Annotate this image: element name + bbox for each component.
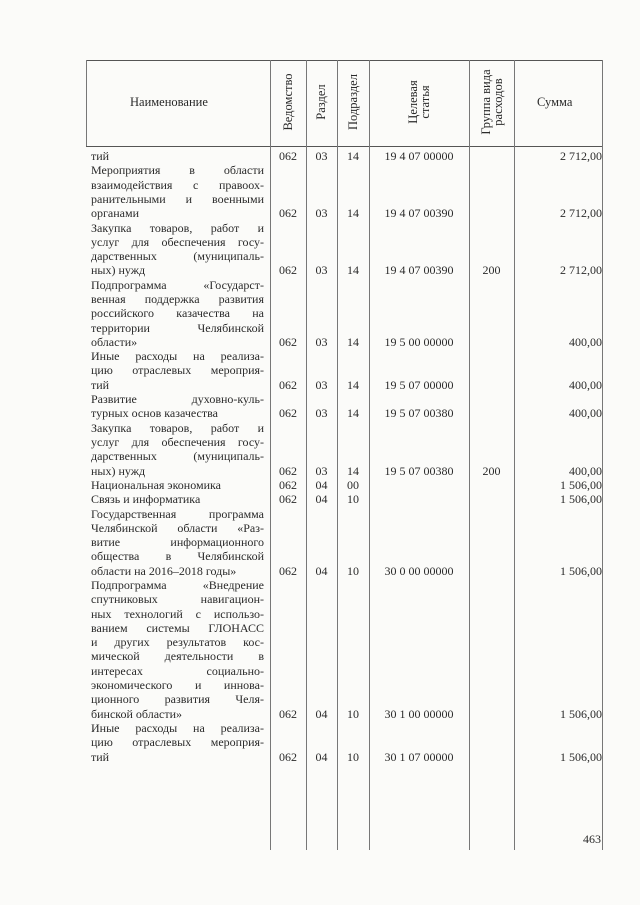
row-razdel: 03 [315,149,328,163]
row-podrazdel: 14 [347,206,359,221]
row-name [91,578,264,721]
row-celevaya-statya: 30 1 07 00000 [384,749,454,764]
row-name-line: области» [91,334,138,349]
row-summa: 2 712,00 [560,263,602,278]
header-gruppa-vida: Группа вида расходов [479,69,505,135]
row-name-line: дарственных (муниципаль- [91,249,264,264]
row-name [91,721,264,764]
row-name [91,149,264,163]
row-name-line: ных) нужд [91,263,146,278]
row-name-line: общества в Челябинской [91,549,264,564]
row-razdel: 03 [315,263,328,278]
row-razdel: 04 [315,706,328,721]
row-razdel: 03 [315,334,328,349]
row-vedomstvo: 062 [279,463,297,478]
row-name-line: Подпрограмма «Внедрение [91,578,264,592]
row-name-line: Государственная программа [91,506,264,521]
row-name [91,163,264,220]
row-name-line: дарственных (муниципаль- [91,449,264,464]
header-summa: Сумма [537,95,573,109]
row-name-line: витие информационного [91,535,264,550]
row-celevaya-statya: 30 1 00 00000 [384,706,454,721]
row-razdel: 03 [315,463,328,478]
row-summa: 1 506,00 [560,706,602,721]
row-name-line: бинской области» [91,706,183,721]
row-name-line: Челябинской области «Раз- [91,520,264,535]
row-celevaya-statya: 19 5 07 00000 [384,377,454,392]
row-name-line: цию отраслевых мероприя- [91,363,264,378]
row-summa: 400,00 [569,377,602,392]
row-name [91,392,264,421]
row-name-line: Закупка товаров, работ и [91,420,264,435]
row-name-line: услуг для обеспечения госу- [91,434,264,449]
row-razdel: 03 [315,406,328,421]
row-name-line: Подпрограмма «Государст- [91,277,264,292]
row-podrazdel: 10 [347,492,359,507]
col-divider-6 [514,60,515,850]
row-celevaya-statya: 19 5 00 00000 [384,334,454,349]
row-vedomstvo: 062 [279,377,297,392]
row-vedomstvo: 062 [279,749,297,764]
row-name-line: экономического и иннова- [91,678,264,693]
row-razdel: 04 [315,492,328,507]
row-name-line: Иные расходы на реализа- [91,721,264,735]
header-name: Наименование [130,95,208,109]
row-podrazdel: 00 [347,477,359,492]
col-divider-1 [270,60,271,850]
row-podrazdel: 14 [347,377,359,392]
row-vedomstvo: 062 [279,706,297,721]
row-vedomstvo: 062 [279,334,297,349]
row-celevaya-statya: 19 4 07 00000 [384,149,454,163]
row-name-line: Развитие духовно-куль- [91,392,264,407]
row-name-line: спутниковых навигацион- [91,592,264,607]
row-name-line: Связь и информатика [91,492,201,507]
row-vedomstvo: 062 [279,263,297,278]
row-name-line: цию отраслевых мероприя- [91,735,264,750]
row-podrazdel: 14 [347,406,359,421]
row-razdel: 04 [315,477,328,492]
row-podrazdel: 10 [347,749,359,764]
header-bottom-border [86,146,602,147]
row-podrazdel: 10 [347,706,359,721]
row-razdel: 03 [315,377,328,392]
row-podrazdel: 10 [347,563,359,578]
row-name [91,349,264,392]
row-name-line: и других результатов кос- [91,635,264,650]
row-name-line: ционного развития Челя- [91,692,264,707]
row-summa: 2 712,00 [560,206,602,221]
right-border [602,60,603,850]
row-name-line: венная поддержка развития [91,291,264,306]
col-divider-3 [337,60,338,850]
row-name-line: ных технологий с использо- [91,606,264,621]
row-name-line: ванием системы ГЛОНАСС [91,620,264,635]
row-name [91,221,264,278]
row-razdel: 04 [315,563,328,578]
row-name-line: территории Челябинской [91,320,264,335]
row-podrazdel: 14 [347,263,359,278]
row-podrazdel: 14 [347,463,359,478]
left-border [86,60,87,146]
row-podrazdel: 14 [347,334,359,349]
col-divider-4 [369,60,370,850]
header-podrazdel: Подраздел [346,74,360,130]
row-gruppa-vida: 200 [482,263,501,278]
row-summa: 400,00 [569,463,602,478]
row-summa: 2 712,00 [560,149,602,163]
row-podrazdel: 14 [347,149,359,163]
row-name-line: тий [91,149,110,163]
row-razdel: 04 [315,749,328,764]
row-vedomstvo: 062 [279,206,297,221]
row-gruppa-vida: 200 [482,463,501,478]
row-celevaya-statya: 19 4 07 00390 [384,263,454,278]
row-name-line: ных) нужд [91,463,146,478]
row-name-line: Мероприятия в области [91,163,264,178]
row-vedomstvo: 062 [279,477,297,492]
row-name-line: Национальная экономика [91,477,221,492]
row-name-line: Закупка товаров, работ и [91,220,264,235]
page-number: 463 [583,832,601,846]
row-celevaya-statya: 19 4 07 00390 [384,206,454,221]
row-name-line: турных основ казачества [91,406,218,421]
col-divider-2 [306,60,307,850]
row-razdel: 03 [315,206,328,221]
row-name-line: органами [91,206,140,221]
row-name [91,492,264,506]
row-vedomstvo: 062 [279,563,297,578]
row-summa: 400,00 [569,406,602,421]
row-name-line: интересах социально- [91,663,264,678]
row-name-line: российского казачества на [91,306,264,321]
row-name-line: ранительными и военными [91,191,264,206]
row-summa: 1 506,00 [560,492,602,507]
row-name [91,478,264,492]
row-summa: 1 506,00 [560,477,602,492]
row-vedomstvo: 062 [279,406,297,421]
row-name-line: услуг для обеспечения госу- [91,234,264,249]
row-name [91,507,264,578]
row-celevaya-statya: 19 5 07 00380 [384,463,454,478]
row-name-line: области на 2016–2018 годы» [91,563,237,578]
row-name [91,278,264,349]
row-name-line: тий [91,377,110,392]
row-summa: 400,00 [569,334,602,349]
row-name-line: взаимодействия с правоох- [91,177,264,192]
row-vedomstvo: 062 [279,149,297,163]
col-divider-5 [469,60,470,850]
row-summa: 1 506,00 [560,749,602,764]
header-vedomstvo: Ведомство [281,73,295,131]
row-vedomstvo: 062 [279,492,297,507]
header-celevaya-statya: Целевая статья [406,80,432,124]
row-name-line: мической деятельности в [91,649,264,664]
row-name-line: Иные расходы на реализа- [91,349,264,364]
row-summa: 1 506,00 [560,563,602,578]
row-name-line: тий [91,749,110,764]
table-top-border [86,60,602,61]
header-razdel: Раздел [314,84,328,120]
row-name [91,421,264,478]
row-celevaya-statya: 30 0 00 00000 [384,563,454,578]
row-celevaya-statya: 19 5 07 00380 [384,406,454,421]
